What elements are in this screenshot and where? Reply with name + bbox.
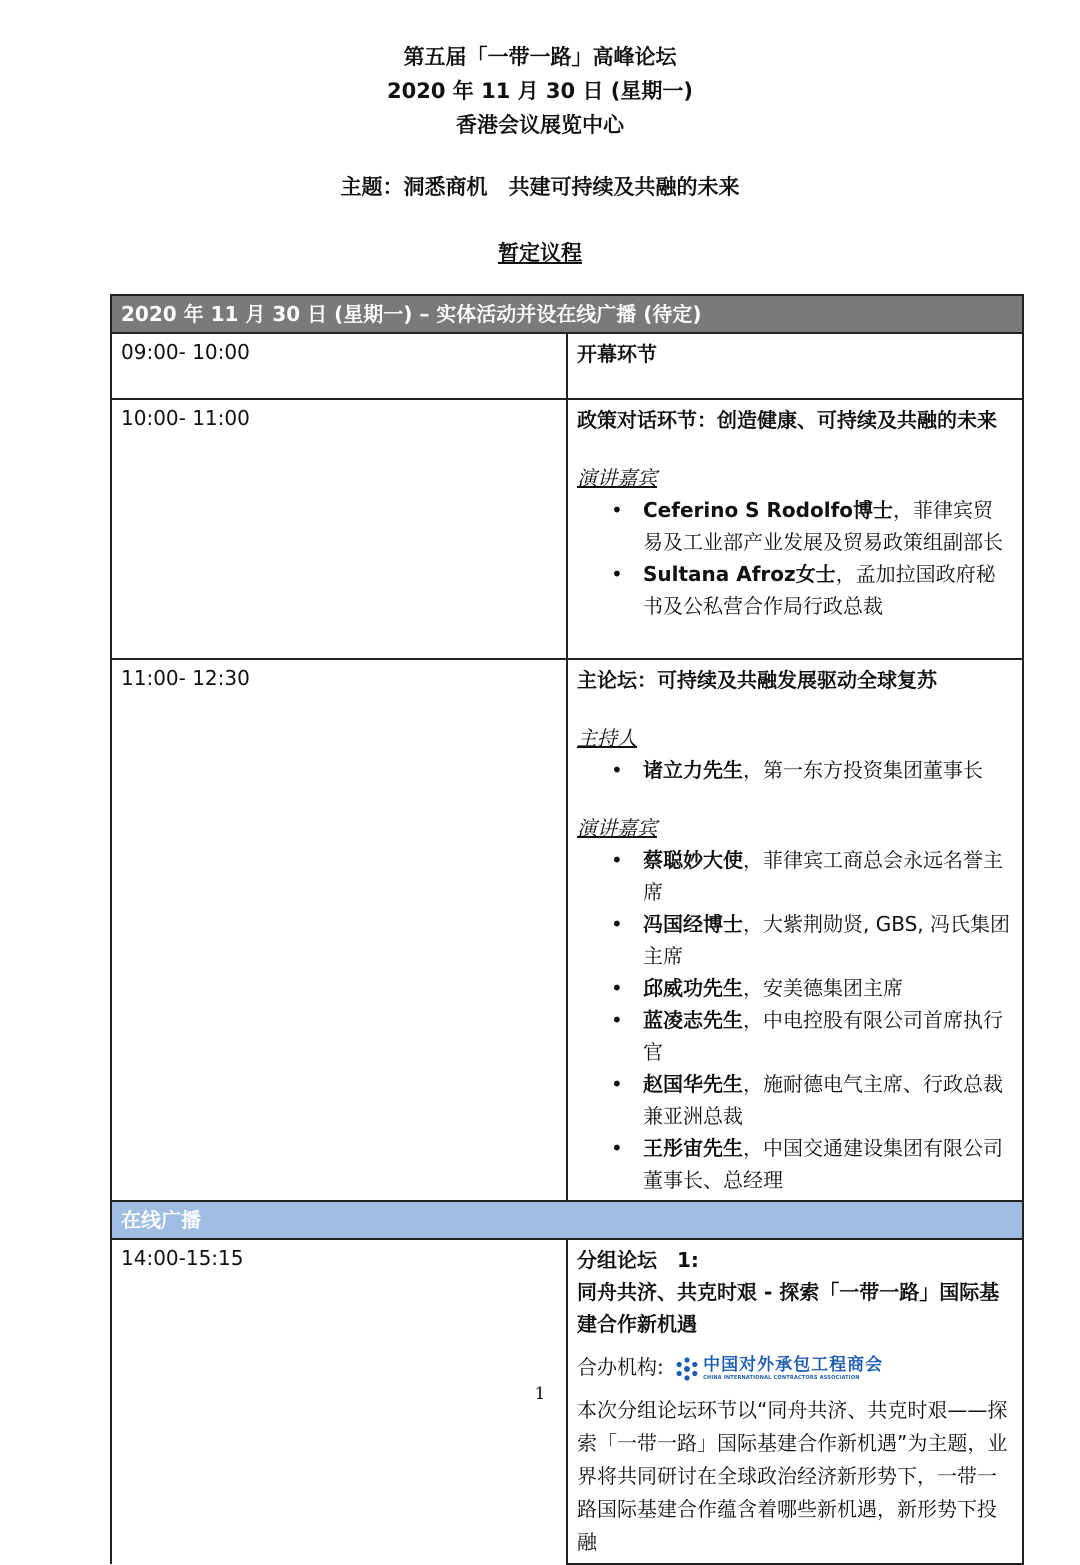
list-item xyxy=(643,1132,1013,1196)
online-band-row xyxy=(111,1201,1023,1239)
snowflake-icon xyxy=(674,1356,700,1382)
speaker-name: 冯国经博士 xyxy=(643,912,743,936)
speaker-role: ，大紫荆勋贤, GBS, 冯氏集团主席 xyxy=(643,912,1010,968)
session-time: 14:00-15:15 xyxy=(111,1239,567,1564)
speaker-list xyxy=(577,494,1013,622)
chinca-logo xyxy=(674,1356,883,1382)
agenda-table xyxy=(110,294,1024,1565)
forum-venue: 香港会议展览中心 xyxy=(456,113,624,137)
session-content xyxy=(567,333,1023,399)
speaker-name: 赵国华先生 xyxy=(643,1072,743,1096)
online-band: 在线广播 xyxy=(111,1201,1023,1239)
speaker-list xyxy=(577,844,1013,1196)
forum-date: 2020 年 11 月 30 日 (星期一) xyxy=(387,79,693,103)
breakout-title-line1: 分组论坛 1: xyxy=(577,1248,699,1272)
speaker-name: 蔡聪妙大使 xyxy=(643,848,743,872)
moderator-label: 主持人 xyxy=(577,726,637,750)
list-item xyxy=(643,1004,1013,1068)
logo-chinese-name: 中国对外承包工程商会 xyxy=(703,1354,884,1375)
list-item xyxy=(643,844,1013,908)
forum-title: 第五届「一带一路」高峰论坛 xyxy=(403,45,677,69)
session-title: 开幕环节 xyxy=(577,342,657,366)
speaker-name: 蓝凌志先生 xyxy=(643,1008,743,1032)
speakers-label: 演讲嘉宾 xyxy=(577,816,657,840)
forum-theme: 主题：洞悉商机 共建可持续及共融的未来 xyxy=(340,175,740,199)
list-item xyxy=(643,558,1013,622)
speaker-role: ，菲律宾贸易及工业部产业发展及贸易政策组副部长 xyxy=(643,498,1003,554)
breakout-title-line2: 同舟共济、共克时艰 - 探索「一带一路」国际基建合作新机遇 xyxy=(577,1280,1000,1336)
speaker-name: 邱威功先生 xyxy=(643,976,743,1000)
moderator-role: ，第一东方投资集团董事长 xyxy=(743,758,983,782)
session-time: 10:00- 11:00 xyxy=(111,399,567,659)
speaker-role: ，孟加拉国政府秘书及公私营合作局行政总裁 xyxy=(643,562,996,618)
moderator-list xyxy=(577,754,1013,786)
list-item xyxy=(643,1068,1013,1132)
speaker-role: ，安美德集团主席 xyxy=(743,976,903,1000)
speaker-name: Ceferino S Rodolfo博士 xyxy=(643,498,894,522)
list-item xyxy=(643,972,1013,1004)
list-item xyxy=(643,908,1013,972)
session-row-main-forum xyxy=(111,659,1023,1201)
session-title: 主论坛：可持续及共融发展驱动全球复苏 xyxy=(577,668,937,692)
speaker-role: ，中电控股有限公司首席执行官 xyxy=(643,1008,1003,1064)
agenda-heading: 暂定议程 xyxy=(498,241,582,265)
page-number: 1 xyxy=(534,1384,546,1404)
breakout-description: 本次分组论坛环节以“同舟共济、共克时艰——探索「一带一路」国际基建合作新机遇”为主题，业界将共同研讨在全球政治经济新形势下，一带一路国际基建合作蕴含着哪些新机遇，新形势下投融 xyxy=(577,1398,1008,1554)
session-row-policy-dialogue xyxy=(111,399,1023,659)
speaker-name: 王彤宙先生 xyxy=(643,1136,743,1160)
co-organizer xyxy=(577,1348,1013,1386)
moderator-name: 诸立力先生 xyxy=(643,758,743,782)
session-row-opening xyxy=(111,333,1023,399)
session-title: 政策对话环节：创造健康、可持续及共融的未来 xyxy=(577,408,997,432)
speaker-role: ，施耐德电气主席、行政总裁兼亚洲总裁 xyxy=(643,1072,1003,1128)
logo-english-name: CHINA INTERNATIONAL CONTRACTORS ASSOCIATION xyxy=(703,1374,860,1381)
list-item xyxy=(643,494,1013,558)
session-content xyxy=(567,399,1023,659)
session-time: 09:00- 10:00 xyxy=(111,333,567,399)
speaker-role: ，中国交通建设集团有限公司董事长、总经理 xyxy=(643,1136,1003,1192)
speakers-label: 演讲嘉宾 xyxy=(577,466,657,490)
speaker-role: ，菲律宾工商总会永远名誉主席 xyxy=(643,848,1003,904)
session-content xyxy=(567,659,1023,1201)
session-time: 11:00- 12:30 xyxy=(111,659,567,1201)
day-band-row xyxy=(111,295,1023,333)
speaker-name: Sultana Afroz女士 xyxy=(643,562,836,586)
day-band: 2020 年 11 月 30 日 (星期一) – 实体活动并设在线广播 (待定) xyxy=(111,295,1023,333)
list-item xyxy=(643,754,1013,786)
co-organizer-label: 合办机构: xyxy=(577,1355,664,1379)
